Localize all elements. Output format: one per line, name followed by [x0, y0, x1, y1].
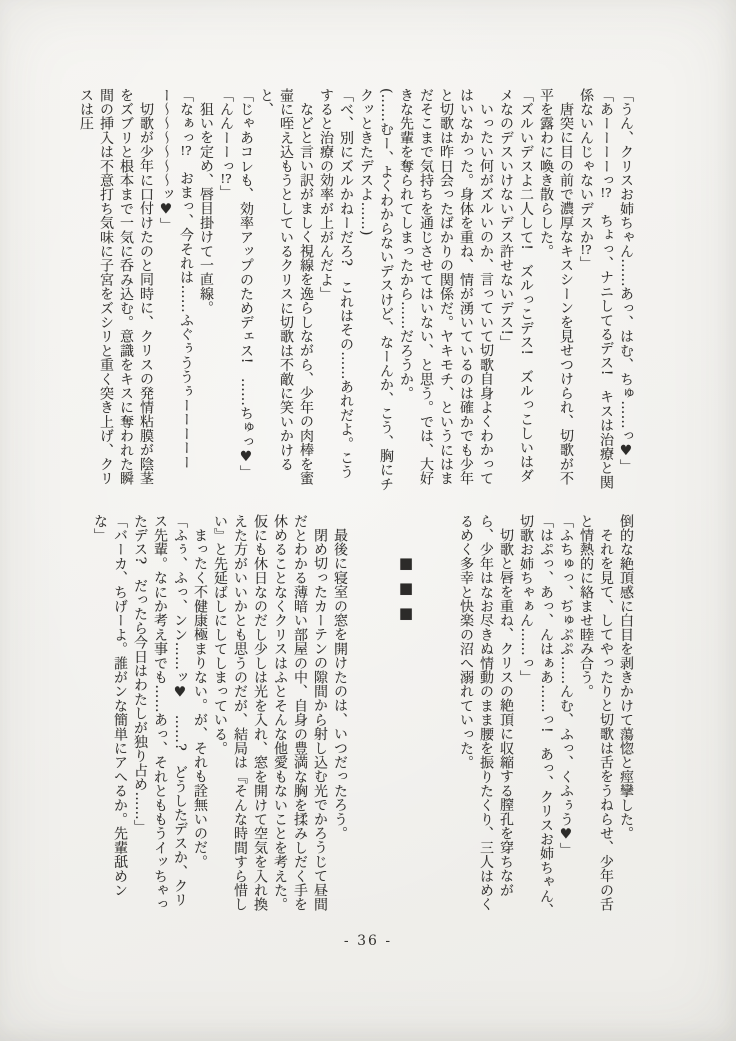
paragraph: 「うん、クリスお姉ちゃん……あっ、はむ、ちゅ……っ♥」 [618, 88, 634, 474]
paragraph: 倒的な絶頂感に白目を剥きかけて蕩惚と痙攣した。 [618, 514, 634, 841]
tcy-exclamation-question: !? [600, 187, 612, 200]
tcy-exclamation-question: !? [180, 144, 192, 157]
paragraph: 狙いを定め、唇目掛けて一直線。 [198, 102, 214, 315]
paragraph: 「はぷっ、あっ、んはぁあ……っ! あっ、クリスお姉ちゃん、切歌お姉ちゃぁん……っ」 [518, 514, 554, 918]
paragraph: 「ふちゅっ、ぢゅぷぷ……んむ、ふっ、くふぅう♥」 [558, 514, 574, 857]
paragraph: 切歌と唇を重ね、クリスの絶頂に収縮する膣孔を穿ちながら、少年はなお尽きぬ情動のまま腰を振りたくり、三人はめくるめく多幸と快楽の沼へ溺れていった。 [458, 514, 514, 912]
paragraph: 「ズルいデスよ二人して! ズルっこデス! ズルっこしいはダメなのデスいけないデス許せないデス!」 [498, 88, 534, 484]
page-number: - 36 - [343, 933, 393, 949]
text-block-top [76, 88, 636, 492]
paragraph: 「なぁっ!? おまっ、今それは……ふぐぅううぅーーーーーー〜〜〜〜〜〜ッ♥」 [158, 88, 194, 470]
paragraph: 唐突に目の前で濃厚なキスシーンを見せつけられ、切歌が不平を露わに喚き散らした。 [538, 88, 574, 486]
tcy-exclamation-question: !? [580, 244, 592, 257]
paragraph: (……むー、よくわからないデスけど、なーんか、こう、胸にチクッときたデスよ……) [358, 88, 394, 492]
paragraph: 切歌が少年に口付けたのと同時に、クリスの発情粘膜が陰茎をズブリと根本まで一気に呑み込む。意識をキスに奪われた瞬間の挿入は不意打ち気味に子宮をズシリと重く突き上げ、クリスは圧 [78, 88, 154, 486]
paragraph: それを見て、してやったりと切歌は舌をうねらせ、少年の舌と情熱的に絡ませ睦み合う。 [578, 514, 614, 912]
paragraph: 「じゃあコレも、効率アップのためデェス! ……ちゅっ♥」 [238, 88, 254, 480]
paragraph: 「バーカ、ちげーよ。誰がンな簡単にアへるか。先輩舐めンな」 [92, 514, 128, 898]
text-block-bottom [90, 514, 636, 918]
paragraph: 最後に寝室の窓を開けたのは、いつだったろう。 [332, 528, 348, 841]
section-separator: ■■■ [397, 554, 415, 629]
tcy-exclamation-question: !? [220, 173, 232, 186]
paragraph: いったい何がズルいのか、言っていて切歌自身よくわかってはいなかった。身体を重ね、情が湧いているのは確かでも少年と切歌は昨日会ったばかりの関係だ。ヤキモチ、というにはまだそこまで気持ちを通じさせてはいない、と思う。では、大好きな先輩を奪られてしまったから……だろうか。 [398, 88, 494, 486]
paragraph: などと言い訳がましく視線を逸らしながら、少年の肉棒を蜜壷に咥え込もうとしているクリスに切歌は不敵に笑いかけると、 [258, 88, 314, 486]
paragraph: 「ふぅ、ふっ、ンン……ッ♥ ……? どうしたデスか、クリス先輩。なにか考え事でも……あっ、それとももうイッちゃったデス? だったら今日はわたしが独り占め……」 [132, 514, 188, 912]
paragraph: 閉め切ったカーテンの隙間から射し込む光でかろうじて昼間だとわかる薄暗い部屋の中、自身の豊満な胸を揉みしだく手を休めることなくクリスはふとそんな他愛もないことを考えた。仮にも休日なのだし少しは光を入れ、窓を開けて空気を入れ換えた方がいいかとも思うのだが、結局は『そんな時間すら惜しい』と先延ばしにしてしまっている。 [212, 514, 328, 912]
paragraph: 「べ、別にズルかねーだろ? これはその……あれだよ。こうすると治療の効率が上がんだよ」 [318, 88, 354, 480]
paragraph: 「あーーーーっ!? ちょっ、ナニしてるデス! キスは治療と関係ないんじゃないデスか!?」 [578, 88, 614, 490]
paragraph: 「んんーーっ!?」 [218, 88, 234, 200]
paragraph: まったく不健康極まりない。が、それも詮無いのだ。 [192, 528, 208, 869]
